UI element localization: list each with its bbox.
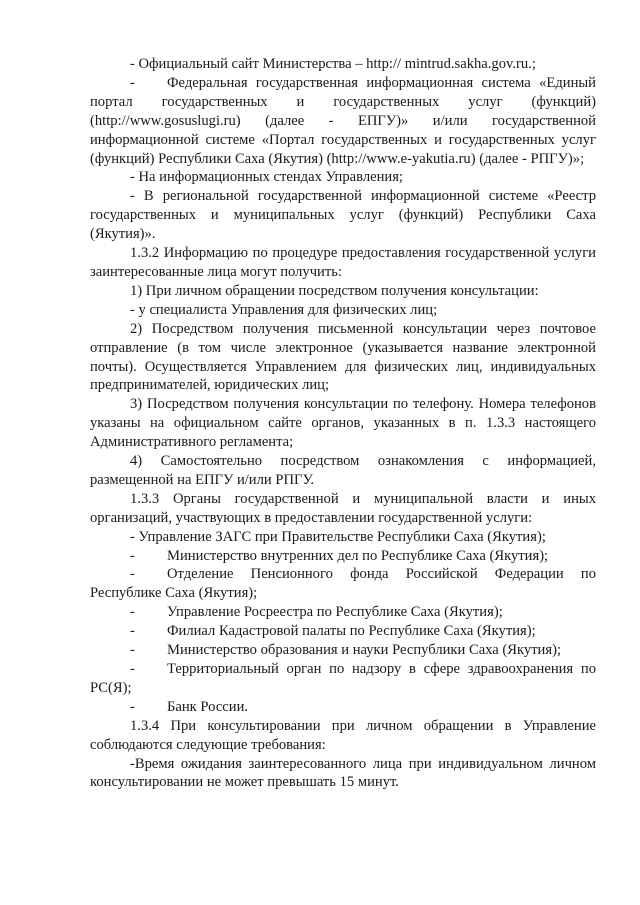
list-item-text: Управление Росреестра по Республике Саха (Якутия); <box>167 604 503 621</box>
document-body <box>90 55 596 792</box>
list-item-bank <box>90 698 596 717</box>
paragraph-self-study: 4) Самостоятельно посредством ознакомления с информацией, размещенной на ЕПГУ и/или РПГУ. <box>90 453 596 488</box>
list-dash: - <box>130 661 135 677</box>
paragraph-personal-visit: 1) При личном обращении посредством получения консультации: <box>130 282 539 299</box>
paragraph-federal-system-text: Федеральная государственная информационная система «Единый портал государственных и государственных услуг (функций) (http://www.gosuslugi.ru) (далее - ЕПГУ)» и/или государственной информационной системе «Портал государственных и государственных услуг (функций) Республики Саха (Якутия) (http://www.e-yakutia.ru) (далее - РПГУ)»; <box>90 74 596 167</box>
paragraph-1-3-3: 1.3.3 Органы государственной и муниципальной власти и иных организаций, участвующих в предоставлении государственной услуги: <box>90 490 596 526</box>
list-item-zags: - Управление ЗАГС при Правительстве Республики Саха (Якутия); <box>130 528 546 545</box>
paragraph-phone-consultation: 3) Посредством получения консультации по телефону. Номера телефонов указаны на официальном сайте органов, указанных в п. 1.3.3 настоящего Административного регламента; <box>90 396 596 451</box>
list-item-text: Министерство образования и науки Республики Саха (Якутия); <box>167 642 561 659</box>
list-item-healthcare <box>90 660 596 698</box>
list-item-education <box>90 641 596 660</box>
paragraph-1-3-4: 1.3.4 При консультировании при личном обращении в Управление соблюдаются следующие требования: <box>90 717 596 753</box>
list-item-text: Филиал Кадастровой палаты по Республике Саха (Якутия); <box>167 623 536 640</box>
paragraph-official-site: - Официальный сайт Министерства – http:// mintrud.sakha.gov.ru.; <box>130 56 536 72</box>
list-item-rosreestr <box>90 603 596 622</box>
paragraph-regional-registry: - В региональной государственной информационной системе «Реестр государственных и муниципальных услуг (функций) Республики Саха (Якутия)». <box>90 188 596 243</box>
list-item-mvd <box>90 547 596 566</box>
paragraph-info-stands: - На информационных стендах Управления; <box>130 169 403 186</box>
paragraph-federal-system <box>90 74 596 169</box>
list-item-text: Отделение Пенсионного фонда Российской Федерации по Республике Саха (Якутия); <box>90 566 596 602</box>
list-dash: - <box>130 698 135 715</box>
list-item-text: Министерство внутренних дел по Республике Саха (Якутия); <box>167 547 549 564</box>
list-dash: - <box>130 547 135 564</box>
list-dash: - <box>130 642 135 659</box>
paragraph-specialist: - у специалиста Управления для физических лиц; <box>130 301 438 318</box>
list-item-text: Банк России. <box>167 698 249 715</box>
list-item-text: Территориальный орган по надзору в сфере здравоохранения по РС(Я); <box>90 661 596 696</box>
paragraph-1-3-2: 1.3.2 Информацию по процедуре предоставления государственной услуги заинтересованные лица могут получить: <box>90 245 596 280</box>
list-dash: - <box>130 74 135 91</box>
list-item-cadastral <box>90 622 596 641</box>
paragraph-waiting-time: -Время ожидания заинтересованного лица при индивидуальном личном консультировании не может превышать 15 минут. <box>90 755 596 791</box>
list-dash: - <box>130 623 135 640</box>
paragraph-written-consultation: 2) Посредством получения письменной консультации через почтовое отправление (в том числе электронное (указывается название электронной почты). Осуществляется Управлением для физических лиц, индивидуальных предпринимателей, юридических лиц; <box>90 320 596 394</box>
list-dash: - <box>130 566 135 583</box>
list-item-pension-fund <box>90 565 596 603</box>
list-dash: - <box>130 604 135 621</box>
